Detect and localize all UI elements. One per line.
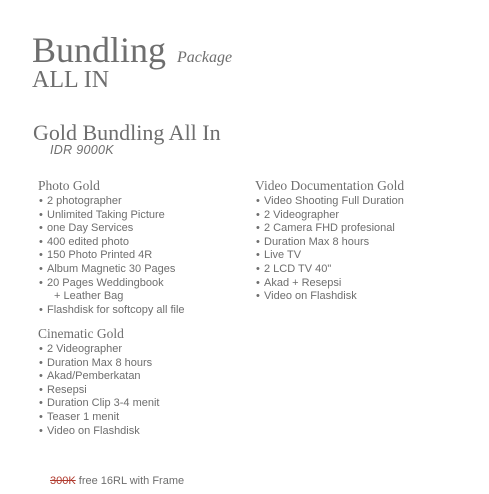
footer-text: free 16RL with Frame [75, 475, 185, 487]
video-gold-list [255, 195, 404, 304]
list-item: • Flashdisk for softcopy all file [38, 304, 185, 318]
cinematic-gold-list [38, 343, 160, 438]
list-item: • Duration Max 8 hours [255, 236, 404, 250]
list-item: • Duration Max 8 hours [38, 357, 160, 371]
photo-gold-section [38, 177, 185, 317]
list-item: • Video on Flashdisk [38, 425, 160, 439]
cinematic-gold-section [38, 325, 160, 438]
list-item: • Video Shooting Full Duration [255, 195, 404, 209]
package-price: IDR 9000K [50, 143, 114, 157]
photo-gold-list [38, 195, 185, 317]
package-name: Gold Bundling All In [33, 120, 221, 145]
list-item: • 20 Pages Weddingbook [38, 277, 185, 291]
list-item: • Live TV [255, 249, 404, 263]
list-item: • Duration Clip 3-4 menit [38, 397, 160, 411]
list-item: • one Day Services [38, 222, 185, 236]
footer-note [50, 474, 184, 488]
list-item: • 2 Videographer [38, 343, 160, 357]
list-item: • 2 LCD TV 40" [255, 263, 404, 277]
list-item: • 2 photographer [38, 195, 185, 209]
photo-gold-title: Photo Gold [38, 178, 100, 193]
video-gold-section [255, 177, 404, 304]
old-price: 300K [50, 475, 76, 487]
video-gold-title: Video Documentation Gold [255, 178, 405, 193]
list-item: • Album Magnetic 30 Pages [38, 263, 185, 277]
list-item-continuation: + Leather Bag [54, 290, 124, 303]
list-item: • 150 Photo Printed 4R [38, 249, 185, 263]
cinematic-gold-title: Cinematic Gold [38, 326, 124, 341]
title-line2: ALL IN [32, 67, 110, 93]
list-item: • 2 Videographer [255, 209, 404, 223]
list-item: • Resepsi [38, 384, 160, 398]
list-item: • Teaser 1 menit [38, 411, 160, 425]
list-item: • Akad + Resepsi [255, 277, 404, 291]
title-text: Bundling [32, 30, 167, 70]
list-item: • Unlimited Taking Picture [38, 209, 185, 223]
list-item: • 2 Camera FHD profesional [255, 222, 404, 236]
list-item: • Video on Flashdisk [255, 290, 404, 304]
title-subtitle: Package [177, 49, 233, 66]
list-item: • 400 edited photo [38, 236, 185, 250]
list-item: • Akad/Pemberkatan [38, 370, 160, 384]
